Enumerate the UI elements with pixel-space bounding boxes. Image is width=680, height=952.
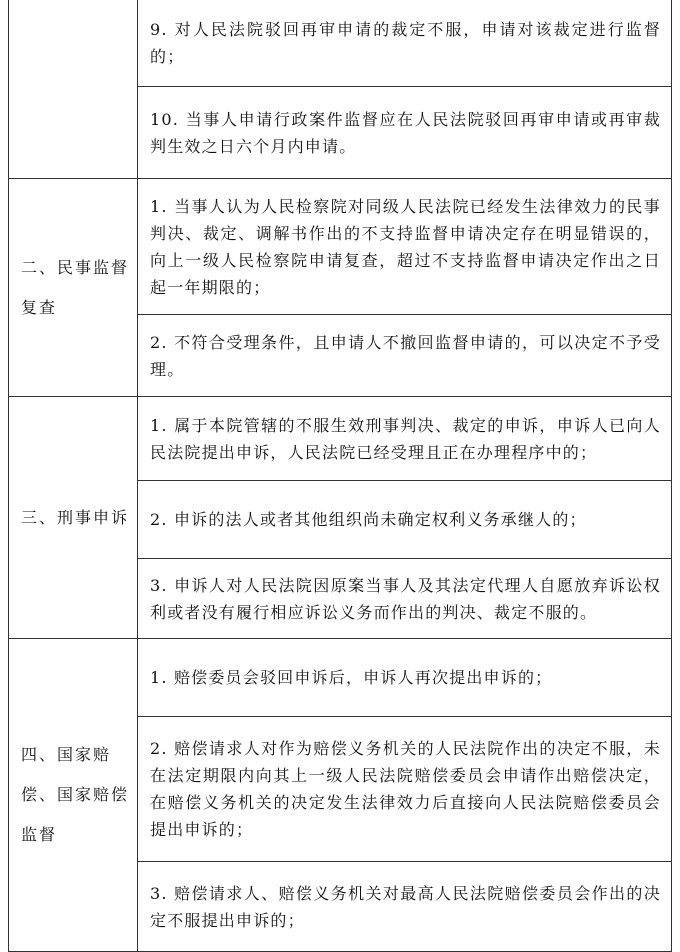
category-cell: 二、民事监督复查 [9,179,138,397]
category-cell: 四、国家赔偿、国家赔偿监督 [9,639,138,952]
table-row [9,639,672,717]
rules-table [8,0,672,952]
table-row [9,179,672,315]
table-row [9,0,672,87]
item-cell: 3. 申诉人对人民法院因原案当事人及其法定代理人自愿放弃诉讼权利或者没有履行相应诉讼义务而作出的判决、裁定不服的。 [138,559,672,639]
item-cell: 10. 当事人申请行政案件监督应在人民法院驳回再审申请或再审裁判生效之日六个月内申请。 [138,87,672,179]
item-cell: 2. 赔偿请求人对作为赔偿义务机关的人民法院作出的决定不服，未在法定期限内向其上一级人民法院赔偿委员会申请作出赔偿决定，在赔偿义务机关的决定发生法律效力后直接向人民法院赔偿委员会提出申诉的； [138,717,672,862]
category-cell: 三、刑事申诉 [9,397,138,639]
table-row [9,397,672,481]
item-cell: 2. 不符合受理条件，且申请人不撤回监督申请的，可以决定不予受理。 [138,315,672,397]
category-cell [9,0,138,179]
item-cell: 1. 属于本院管辖的不服生效刑事判决、裁定的申诉，申诉人已向人民法院提出申诉，人民法院已经受理且正在办理程序中的； [138,397,672,481]
item-cell: 1. 当事人认为人民检察院对同级人民法院已经发生法律效力的民事判决、裁定、调解书作出的不支持监督申请决定存在明显错误的，向上一级人民检察院申请复查，超过不支持监督申请决定作出之日起一年期限的； [138,179,672,315]
item-cell: 9. 对人民法院驳回再审申请的裁定不服，申请对该裁定进行监督的； [138,0,672,87]
item-cell: 1. 赔偿委员会驳回申诉后，申诉人再次提出申诉的； [138,639,672,717]
item-cell: 2. 申诉的法人或者其他组织尚未确定权利义务承继人的； [138,481,672,559]
item-cell: 3. 赔偿请求人、赔偿义务机关对最高人民法院赔偿委员会作出的决定不服提出申诉的； [138,862,672,952]
